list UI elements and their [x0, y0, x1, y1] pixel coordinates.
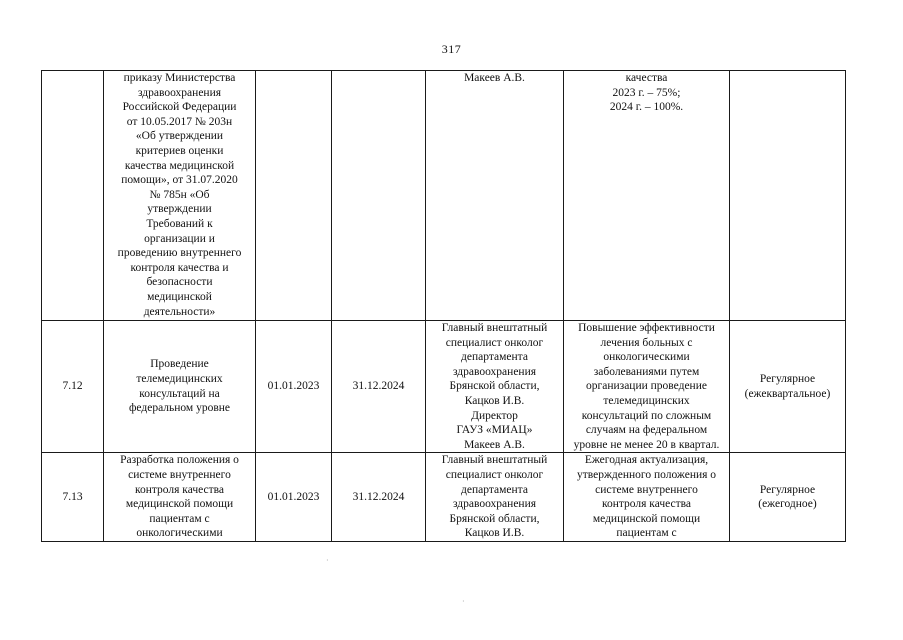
event-cell	[104, 453, 256, 542]
scan-speck: ·	[326, 556, 329, 565]
item-number: 7.12	[62, 380, 83, 393]
end-date-cell	[332, 453, 426, 542]
table-row	[42, 321, 846, 453]
item-number-cell	[42, 321, 104, 453]
event-text: Разработка положения о системе внутреннего контроля качества медицинской помощи пациентам с онкологическими	[120, 454, 239, 540]
table-row	[42, 71, 846, 321]
responsible-cell	[426, 71, 564, 321]
responsible-text: Макеев А.В.	[464, 72, 525, 84]
result-cell	[564, 453, 730, 542]
event-text: Проведение телемедицинских консультаций на федеральном уровне	[128, 358, 231, 415]
end-date: 31.12.2024	[352, 380, 405, 393]
result-text: качества 2023 г. – 75%; 2024 г. – 100%.	[609, 72, 684, 114]
start-date-cell	[256, 71, 332, 321]
responsible-text: Главный внештатный специалист онколог департамента здравоохранения Брянской области, Кацков И.В. Директор ГАУЗ «МИАЦ» Макеев А.В.	[441, 322, 548, 451]
responsible-cell	[426, 321, 564, 453]
periodicity-cell	[730, 71, 846, 321]
event-cell	[104, 321, 256, 453]
end-date-cell	[332, 71, 426, 321]
end-date: 31.12.2024	[352, 490, 405, 503]
page-number: 317	[441, 42, 462, 56]
periodicity-cell	[730, 321, 846, 453]
start-date: 01.01.2023	[267, 490, 320, 503]
end-date-cell	[332, 321, 426, 453]
start-date: 01.01.2023	[267, 380, 320, 393]
periodicity-text: Регулярное (ежеквартальное)	[744, 373, 831, 400]
responsible-text: Главный внештатный специалист онколог департамента здравоохранения Брянской области, Кацков И.В.	[441, 454, 548, 540]
periodicity-cell	[730, 453, 846, 542]
event-cell	[104, 71, 256, 321]
responsible-cell	[426, 453, 564, 542]
scan-speck: ·	[462, 597, 465, 606]
item-number: 7.13	[62, 490, 83, 503]
table-row	[42, 453, 846, 542]
start-date-cell	[256, 321, 332, 453]
result-text: Повышение эффективности лечения больных с онкологическими заболеваниями путем организации проведение телемедицинских консультаций по сложным случаям на федеральном уровне не менее 20 в квартал.	[573, 322, 720, 451]
start-date-cell	[256, 453, 332, 542]
action-plan-table	[41, 70, 846, 542]
result-text: Ежегодная актуализация, утвержденного положения о системе внутреннего контроля качества медицинской помощи пациентам с	[576, 454, 717, 540]
item-number-cell	[42, 71, 104, 321]
result-cell	[564, 71, 730, 321]
event-text: приказу Министерства здравоохранения Российской Федерации от 10.05.2017 № 203н «Об утверждении критериев оценки качества медицинской помощи», от 31.07.2020 № 785н «Об утверждении Требований к организации и проведению внутреннего контроля качества и безопасности медицинской деятельности»	[117, 72, 242, 318]
periodicity-text: Регулярное (ежегодное)	[758, 483, 817, 511]
result-cell	[564, 321, 730, 453]
item-number-cell	[42, 453, 104, 542]
